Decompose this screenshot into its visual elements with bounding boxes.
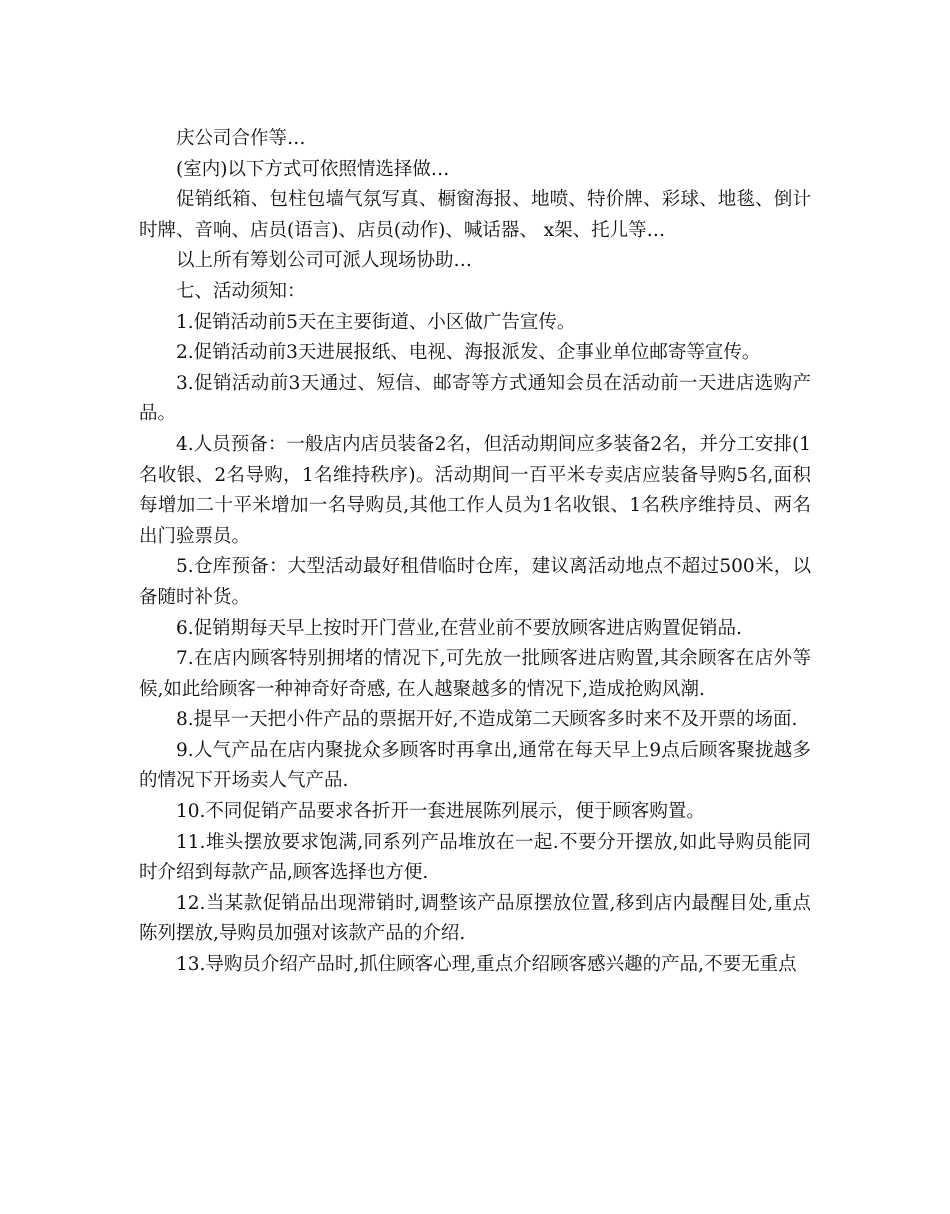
notice-item-4: 4.人员预备：一般店内店员装备2名，但活动期间应多装备2名，并分工安排(1名收银、2名导购，1名维持秩序)。活动期间一百平米专卖店应装备导购5名,面积每增加二十平米增加一名导购员,其他工作人员为1名收银、1名秩序维持员、两名出门验票员。	[139, 433, 811, 547]
paragraph-2: (室内)以下方式可依照情选择做…	[176, 158, 450, 180]
notice-item-5: 5.仓库预备：大型活动最好租借临时仓库，建议离活动地点不超过500米，以备随时补货。	[139, 556, 811, 608]
notice-item-10: 10.不同促销产品要求各折开一套进展陈列展示，便于顾客购置。	[176, 801, 705, 823]
notice-item-6: 6.促销期每天早上按时开门营业,在营业前不要放顾客进店购置促销品.	[176, 617, 742, 639]
notice-item-11: 11.堆头摆放要求饱满,同系列产品堆放在一起.不要分开摆放,如此导购员能同时介绍到每款产品,顾客选择也方便.	[139, 831, 811, 884]
document-body	[139, 124, 811, 981]
paragraph-3: 促销纸箱、包柱包墙气氛写真、橱窗海报、地喷、特价牌、彩球、地毯、倒计时牌、音响、店员(语言)、店员(动作)、喊话器、 x架、托儿等…	[139, 189, 811, 241]
notice-item-12: 12.当某款促销品出现滞销时,调整该产品原摆放位置,移到店内最醒目处,重点陈列摆放,导购员加强对该款产品的介绍.	[139, 892, 811, 945]
notice-item-9: 9.人气产品在店内聚拢众多顾客时再拿出,通常在每天早上9点后顾客聚拢越多的情况下开场卖人气产品.	[139, 739, 811, 792]
notice-item-8: 8.提早一天把小件产品的票据开好,不造成第二天顾客多时来不及开票的场面.	[176, 709, 798, 731]
section-heading-notice: 七、活动须知：	[176, 280, 306, 302]
notice-item-3: 3.促销活动前3天通过、短信、邮寄等方式通知会员在活动前一天进店选购产品。	[139, 372, 811, 425]
notice-item-7: 7.在店内顾客特别拥堵的情况下,可先放一批顾客进店购置,其余顾客在店外等候,如此给顾客一种神奇好奇感, 在人越聚越多的情况下,造成抢购风潮.	[139, 648, 811, 700]
notice-item-2: 2.促销活动前3天进展报纸、电视、海报派发、企事业单位邮寄等宣传。	[176, 342, 761, 364]
paragraph-4: 以上所有筹划公司可派人现场协助…	[176, 250, 473, 272]
notice-item-1: 1.促销活动前5天在主要街道、小区做广告宣传。	[176, 311, 576, 333]
paragraph-1: 庆公司合作等…	[176, 128, 306, 149]
notice-item-13: 13.导购员介绍产品时,抓住顾客心理,重点介绍顾客感兴趣的产品,不要无重点	[176, 954, 797, 976]
